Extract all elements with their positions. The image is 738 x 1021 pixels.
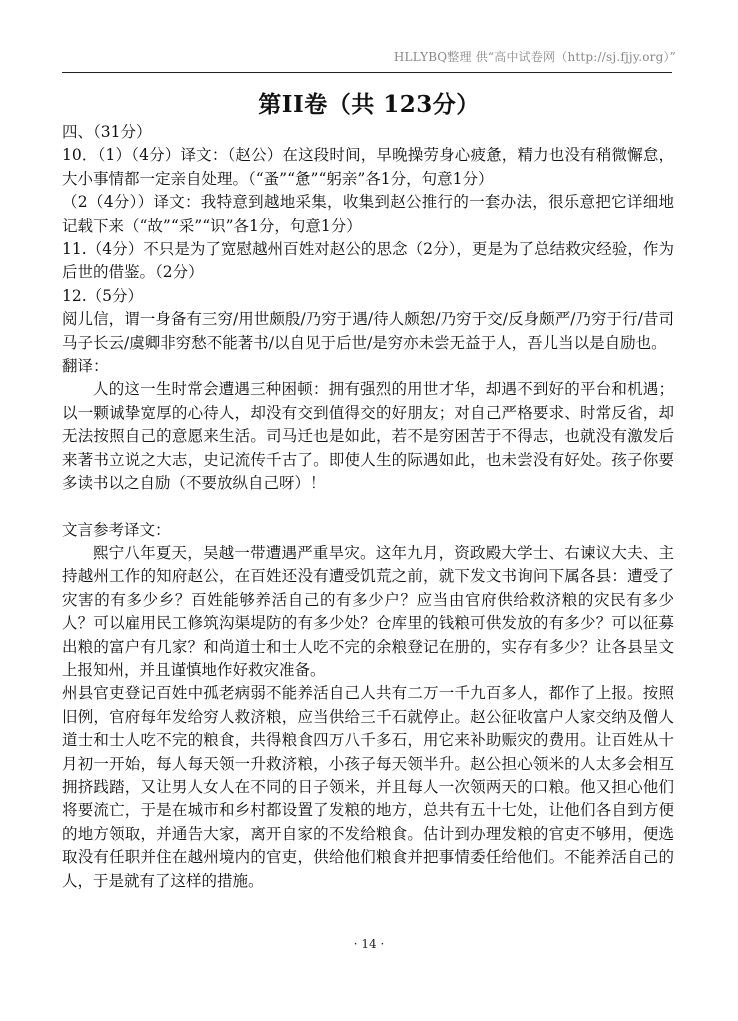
reference-paragraph-2: 州县官吏登记百姓中孤老病弱不能养活自己人共有二万一千九百多人，都作了上报。按照旧例，官府每年发给穷人救济粮，应当供给三千石就停止。赵公征收富户人家交纳及僧人道士和士人吃不完的粮食，共得粮食四万八千多石，用它来补助赈灾的费用。让百姓从十月初一开始，每人每天领一升救济粮，小孩子每天领半升。赵公担心领米的人太多会相互拥挤践踏，又让男人女人在不同的日子领米，并且每人一次领两天的口粮。他又担心他们将要流亡，于是在城市和乡村都设置了发粮的地方，总共有五十七处，让他们各自到方便的地方领取，并通告大家，离开自家的不发给粮食。估计到办理发粮的官吏不够用，便选取没有任职并住在越州境内的官吏，供给他们粮食并把事情委任给他们。不能养活自己的人，于是就有了这样的措施。 xyxy=(62,684,674,890)
reference-label: 文言参考译文： xyxy=(62,520,171,539)
answer-q10-1: 10．（1）（4分）译文：（赵公）在这段时间，早晚操劳身心疲惫，精力也没有稍微懈怠，大小事情都一定亲自处理。（“蚤”“惫”“躬亲”各1分，句意1分） xyxy=(62,146,674,188)
part-heading: 四、（31分） xyxy=(62,123,152,141)
answer-content xyxy=(62,121,674,893)
answer-q11: 11.（4分）不只是为了宽慰越州百姓对赵公的思念（2分），更是为了总结救灾经验，作为后世的借鉴。（2分） xyxy=(62,240,674,282)
section-title: 第II卷（共 123分） xyxy=(258,91,480,118)
answer-q12-text: 阅儿信，谓一身备有三穷/用世颇殷/乃穷于遇/待人颇恕/乃穷于交/反身颇严/乃穷于行/昔司马子长云/虞卿非穷愁不能著书/以自见于后世/是穷亦未尝无益于人，吾儿当以是自励也。 xyxy=(62,310,674,352)
reference-paragraph-1: 熙宁八年夏天，吴越一带遭遇严重旱灾。这年九月，资政殿大学士、右谏议大夫、主持越州工作的知府赵公，在百姓还没有遭受饥荒之前，就下发文书询问下属各县：遭受了灾害的有多少乡？百姓能够养活自己的有多少户？应当由官府供给救济粮的灾民有多少人？可以雇用民工修筑沟渠堤防的有多少处？仓库里的钱粮可供发放的有多少？可以征募出粮的富户有几家？和尚道士和士人吃不完的余粮登记在册的，实存有多少？让各县呈文上报知州，并且谨慎地作好救灾准备。 xyxy=(62,543,674,679)
header-divider xyxy=(62,72,672,73)
header-source-note: HLLYBQ整理 供“高中试卷网（http://sj.fjjy.org）” xyxy=(393,50,676,64)
paragraph-gap xyxy=(62,496,674,519)
translation-text: 人的这一生时常会遭遇三种困顿：拥有强烈的用世才华，却遇不到好的平台和机遇；以一颗诚挚宽厚的心待人，却没有交到值得交的好朋友；对自己严格要求、时常反省，却无法按照自己的意愿来生活。司马迁也是如此，若不是穷困苦于不得志，也就没有激发后来著书立说之大志，史记流传千古了。即使人生的际遇如此，也未尝没有好处。孩子你要多读书以之自励（不要放纵自己呀）！ xyxy=(62,380,674,493)
page-number: · 14 · xyxy=(353,937,385,951)
answer-q10-2: （2（4分））译文：我特意到越地采集，收集到赵公推行的一套办法，很乐意把它详细地记载下来（“故”“采”“识”各1分，句意1分） xyxy=(62,193,674,235)
translation-label: 翻译： xyxy=(62,357,109,376)
answer-q12-heading: 12.（5分） xyxy=(62,286,144,305)
